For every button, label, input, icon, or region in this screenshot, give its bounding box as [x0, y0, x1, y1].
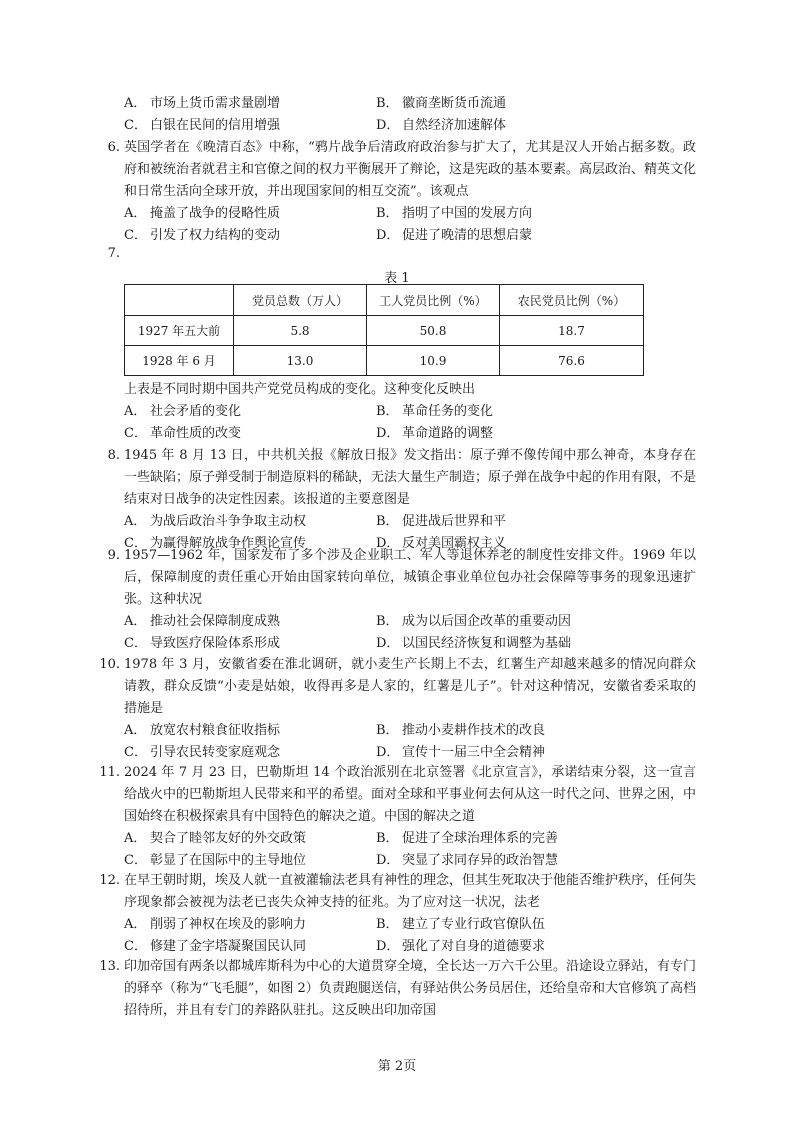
table-cell: 50.8 [367, 316, 500, 346]
question-11 [96, 762, 696, 872]
question-stem: 1978 年 3 月，安徽省委在淮北调研，就小麦生产长期上不去，红薯生产却越来越多的情况向群众请教，群众反馈“小麦是姑娘，收得再多是人家的，红薯是儿子”。针对这种情况，安徽省委采取的措施是 [124, 657, 696, 716]
table-header-row [125, 285, 644, 316]
option-d[interactable]: D． 自然经济加速解体 [376, 118, 507, 133]
question-stem: 上表是不同时期中国共产党党员构成的变化。这种变化反映出 [124, 382, 476, 397]
table-cell: 1928 年 6 月 [125, 346, 234, 376]
option-c[interactable]: C． 引导农民转变家庭观念 [124, 745, 281, 760]
option-c[interactable]: C． 导致医疗保险体系形成 [124, 636, 281, 651]
table-header-cell: 工人党员比例（%） [367, 285, 500, 316]
option-d[interactable]: D． 强化了对自身的道德要求 [376, 939, 546, 954]
option-b[interactable]: B． 推动小麦耕作技术的改良 [376, 723, 546, 738]
option-a[interactable]: A． 市场上货币需求量剧增 [124, 96, 281, 111]
table-header-cell: 党员总数（万人） [234, 285, 367, 316]
question-13 [96, 956, 696, 1022]
option-b[interactable]: B． 促进战后世界和平 [376, 514, 507, 529]
question-12-options [124, 914, 696, 958]
question-9-options [124, 611, 696, 655]
option-d[interactable]: D． 促进了晚清的思想启蒙 [376, 228, 533, 243]
table-row [125, 316, 644, 346]
question-6 [96, 137, 696, 247]
question-12 [96, 870, 696, 958]
table-row [125, 346, 644, 376]
option-c[interactable]: C． 修建了金字塔凝聚国民认同 [124, 939, 307, 954]
option-d[interactable]: D． 以国民经济恢复和调整为基础 [376, 636, 572, 651]
option-b[interactable]: B． 促进了全球治理体系的完善 [376, 831, 559, 846]
table-cell: 13.0 [234, 346, 367, 376]
question-number: 11. [99, 765, 120, 780]
question-number: 13. [99, 959, 120, 974]
question-number: 9. [107, 548, 120, 563]
question-stem: 2024 年 7 月 23 日，巴勒斯坦 14 个政治派别在北京签署《北京宣言》，承诺结束分裂，这一宣言给战火中的巴勒斯坦人民带来和平的希望。面对全球和平事业何去何从这一时代之问、世界之困，中国始终在积极探索具有中国特色的解决之道。中国的解决之道 [124, 765, 697, 824]
question-number: 10. [99, 657, 120, 672]
question-stem: 印加帝国有两条以都城库斯科为中心的大道贯穿全境，全长达一万六千公里。沿途设立驿站，有专门的驿卒（称为“飞毛腿”，如图 2）负责跑腿送信，有驿站供公务员居住，还给皇帝和大官修筑了高档招待所，并且有专门的养路队驻扎。这反映出印加帝国 [124, 959, 697, 1018]
question-5 [96, 93, 696, 137]
question-stem: 1945 年 8 月 13 日，中共机关报《解放日报》发文指出：原子弹不像传闻中那么神奇，本身存在一些缺陷；原子弹受制于制造原料的稀缺，无法大量生产制造；原子弹在战争中起的作用有限，不是结束对日战争的决定性因素。该报道的主要意图是 [124, 448, 697, 507]
question-number: 12. [99, 873, 120, 888]
question-11-options [124, 828, 696, 872]
table-cell: 76.6 [500, 346, 644, 376]
option-a[interactable]: A． 掩盖了战争的侵略性质 [124, 206, 281, 221]
option-d[interactable]: D． 宣传十一届三中全会精神 [376, 745, 546, 760]
option-b[interactable]: B． 革命任务的变化 [376, 404, 494, 419]
option-c[interactable]: C． 为赢得解放战争作舆论宣传 [124, 536, 307, 551]
option-a[interactable]: A． 为战后政治斗争争取主动权 [124, 514, 307, 529]
option-d[interactable]: D． 突显了求同存异的政治智慧 [376, 853, 559, 868]
question-10 [96, 654, 696, 764]
question-10-options [124, 720, 696, 764]
party-membership-table [124, 284, 644, 376]
option-c[interactable]: C． 彰显了在国际中的主导地位 [124, 853, 307, 868]
table-cell: 10.9 [367, 346, 500, 376]
table-header-cell: 农民党员比例（%） [500, 285, 644, 316]
question-8 [96, 445, 696, 555]
option-d[interactable]: D． 革命道路的调整 [376, 426, 494, 441]
page-number: 第 2页 [377, 1059, 417, 1074]
option-a[interactable]: A． 社会矛盾的变化 [124, 404, 242, 419]
question-stem: 在早王朝时期，埃及人就一直被灌输法老具有神性的理念，但其生死取决于他能否维护秩序，任何失序现象都会被视为法老已丧失众神支持的征兆。为了应对这一状况，法老 [124, 873, 697, 910]
option-a[interactable]: A． 削弱了神权在埃及的影响力 [124, 917, 307, 932]
table-cell: 5.8 [234, 316, 367, 346]
table-cell: 1927 年五大前 [125, 316, 234, 346]
question-9 [96, 545, 696, 655]
question-7 [96, 379, 696, 445]
option-d[interactable]: D． 反对美国霸权主义 [376, 536, 507, 551]
question-6-options [124, 203, 696, 247]
option-a[interactable]: A． 推动社会保障制度成熟 [124, 614, 281, 629]
table-cell: 18.7 [500, 316, 644, 346]
option-b[interactable]: B． 建立了专业行政官僚队伍 [376, 917, 546, 932]
table-caption: 表 1 [384, 271, 410, 286]
question-5-options [124, 93, 696, 137]
question-stem: 英国学者在《晚清百态》中称，“鸦片战争后清政府政治参与扩大了，尤其是汉人开始占据多数。政府和被统治者就君主和官僚之间的权力平衡展开了辩论，这是宪政的基本要素。高层政治、精英文化和日常生活向全球开放，并出现国家间的相互交流”。该观点 [124, 140, 697, 199]
question-7-options [124, 401, 696, 445]
option-b[interactable]: B． 徽商垄断货币流通 [376, 96, 507, 111]
option-a[interactable]: A． 放宽农村粮食征收指标 [124, 723, 281, 738]
table-header-cell [125, 285, 234, 316]
option-a[interactable]: A． 契合了睦邻友好的外交政策 [124, 831, 307, 846]
option-c[interactable]: C． 白银在民间的信用增强 [124, 118, 281, 133]
option-b[interactable]: B． 成为以后国企改革的重要动因 [376, 614, 572, 629]
question-number: 7. [107, 246, 120, 261]
question-stem: 1957—1962 年，国家发布了多个涉及企业职工、军人等退休养老的制度性安排文件。1969 年以后，保障制度的责任重心开始由国家转向单位，城镇企事业单位包办社会保障等事务的现象迅速扩张。这种状况 [124, 548, 696, 607]
option-c[interactable]: C． 革命性质的改变 [124, 426, 242, 441]
question-number: 6. [107, 140, 120, 155]
option-c[interactable]: C． 引发了权力结构的变动 [124, 228, 281, 243]
option-b[interactable]: B． 指明了中国的发展方向 [376, 206, 533, 221]
question-number: 8. [107, 448, 120, 463]
